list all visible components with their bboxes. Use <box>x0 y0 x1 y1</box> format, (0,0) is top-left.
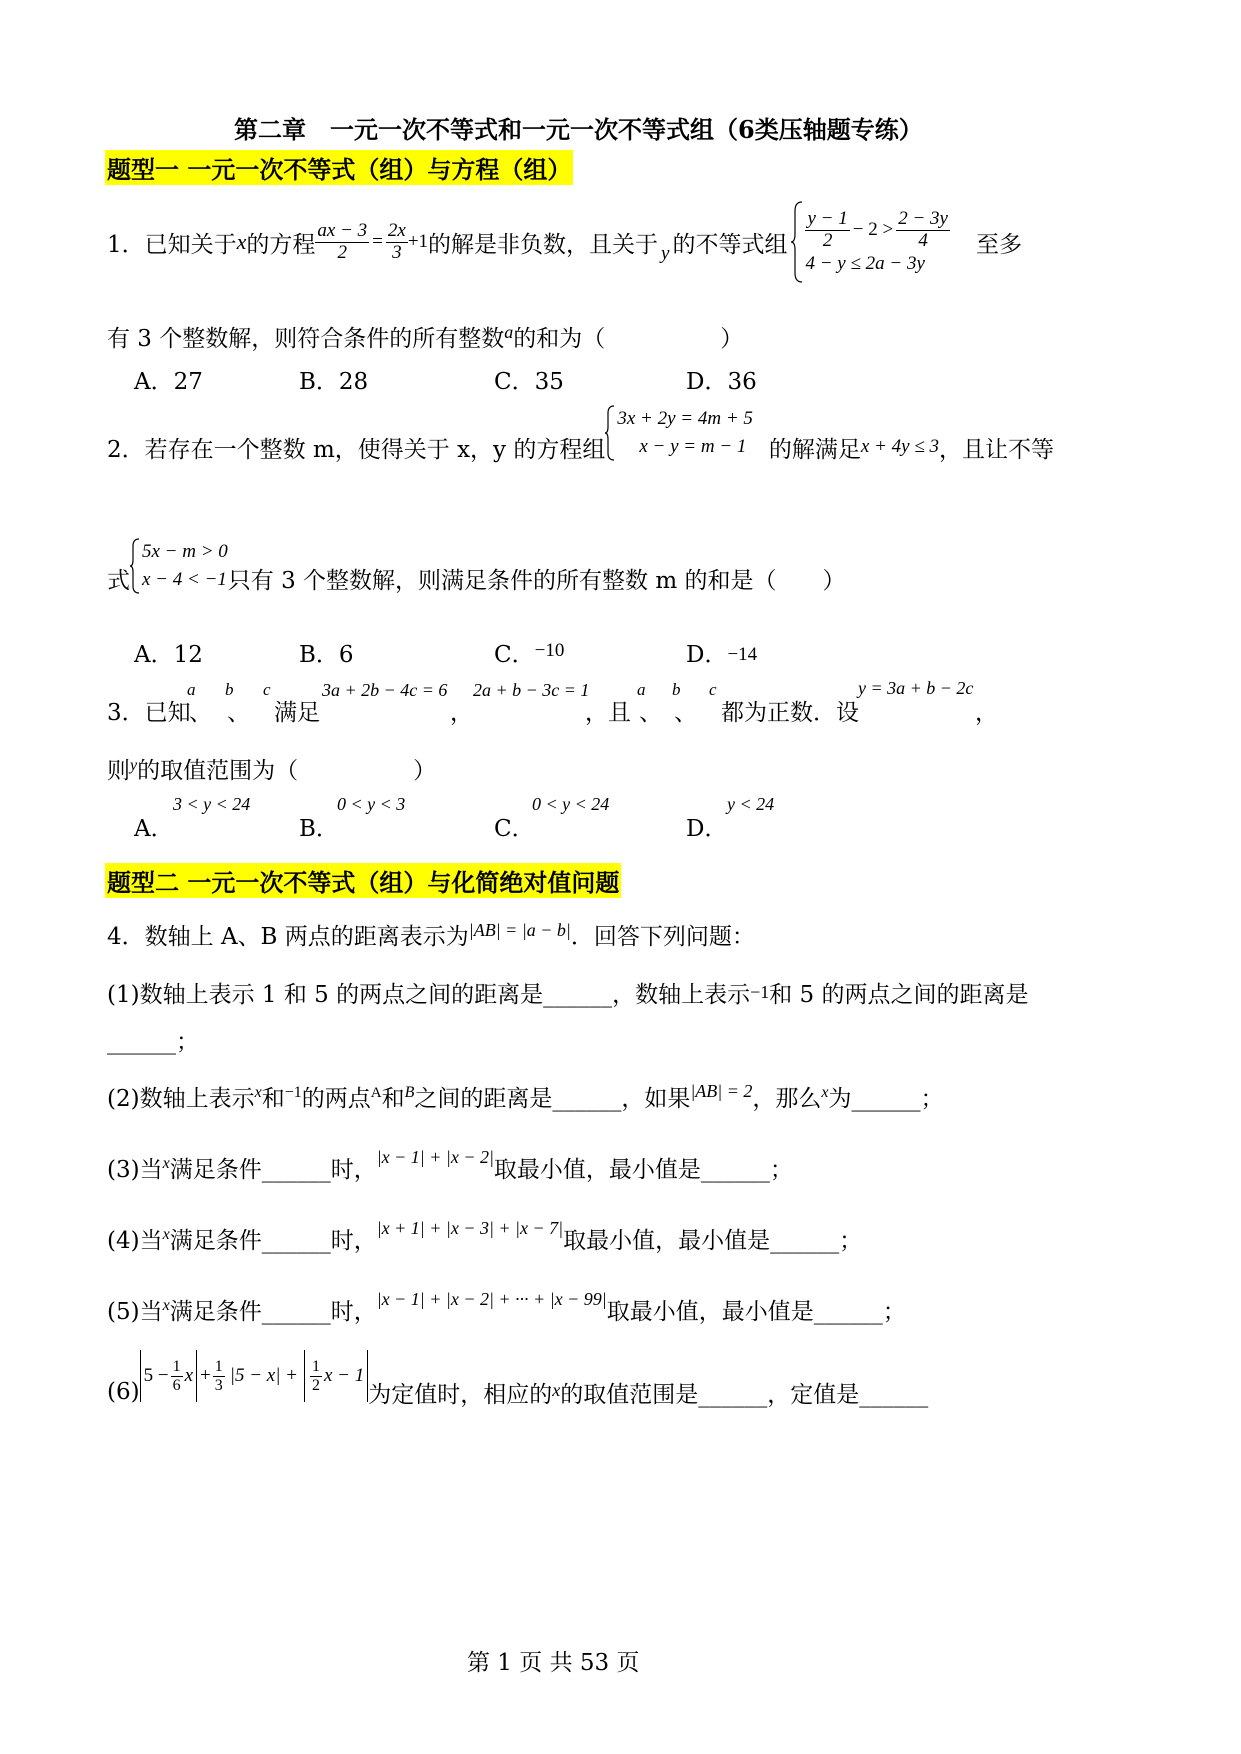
question-3-line-1 <box>107 694 191 727</box>
q4-part-4 <box>107 1218 863 1255</box>
q4-p6-f2-num: 1 <box>214 1357 223 1375</box>
page-title: 第二章 一元一次不等式和一元一次不等式组（6类压轴题专练） <box>234 115 923 144</box>
q4-p6-frac2 <box>213 1358 225 1394</box>
q2-ineq-row-1: 5x − m > 0 <box>142 541 228 562</box>
q1-option-a[interactable]: A．27 <box>134 369 203 395</box>
q1-system-row-1 <box>805 209 949 252</box>
abs-bar <box>196 1350 197 1402</box>
q4-p3-x: x <box>162 1155 170 1172</box>
q2-option-c[interactable] <box>494 636 564 669</box>
q4-p6-frac3 <box>310 1358 322 1394</box>
q4-p2-d: 和 <box>381 1086 405 1112</box>
q4-p2-x2: x <box>821 1084 829 1101</box>
q3-sep-1: 、 <box>189 700 212 726</box>
q4-p6-x1: x <box>184 1365 193 1386</box>
q1-sys-frac1 <box>805 209 849 252</box>
left-brace-icon <box>605 405 615 461</box>
q2-option-d[interactable] <box>686 636 757 669</box>
q4-p5-b: 满足条件______时， <box>169 1299 377 1325</box>
q4-part-5 <box>107 1289 906 1326</box>
q3-sep-3: 、 <box>639 700 662 726</box>
q2-inequality-system <box>130 538 228 594</box>
q4-p6-x: x <box>552 1379 561 1400</box>
q2-condition: x + 4y ≤ 3 <box>860 436 940 457</box>
q4-p4-c: 取最小值，最小值是______； <box>563 1228 863 1254</box>
q1-option-c[interactable]: C．35 <box>494 369 564 395</box>
q3-option-c-value[interactable]: 0 < y < 24 <box>532 794 610 814</box>
section-heading-2: 题型二 一元一次不等式（组）与化简绝对值问题 <box>105 863 621 898</box>
q3-option-d-value[interactable]: y < 24 <box>727 794 775 814</box>
q2-ineq-rows <box>142 538 228 594</box>
q2-tail: ，且让不等 <box>939 436 1055 463</box>
q1-option-d[interactable]: D．36 <box>686 369 757 395</box>
q3-var-a-2: a <box>637 680 646 699</box>
q3-var-c-2: c <box>709 680 717 699</box>
q3-positive: 都为正数．设 <box>721 700 859 726</box>
q3-and: ，且 <box>585 700 631 726</box>
q3-sep-4: 、 <box>674 700 697 726</box>
q3-var-c: c <box>263 680 271 699</box>
q4-p3-b: 满足条件______时， <box>169 1157 377 1183</box>
abs-bar <box>140 1350 141 1402</box>
q4-p6-c: 的取值范围是______，定值是______ <box>560 1381 929 1408</box>
q3-equation-1: 3a + 2b − 4c = 6 <box>322 680 448 700</box>
q4-p2-neg: −1 <box>284 1084 302 1101</box>
q1-var-a: a <box>504 322 514 342</box>
q4-intro-a: 4．数轴上 A、B 两点的距离表示为 <box>107 924 469 950</box>
q4-p2-c: 的两点 <box>301 1086 371 1112</box>
q4-p2-a: (2)数轴上表示 <box>107 1086 255 1112</box>
q3-var-b-2: b <box>672 680 681 699</box>
q2-system-row-1: 3x + 2y = 4m + 5 <box>617 408 753 429</box>
question-3-line-2 <box>107 752 436 785</box>
q1-sys-frac2-den: 4 <box>918 229 928 251</box>
q3-comma-1: ， <box>450 700 473 726</box>
q2-prefix: 2．若存在一个整数 m，使得关于 x，y 的方程组 <box>107 436 606 463</box>
q1-sys-frac2 <box>896 209 950 252</box>
q2-option-a[interactable]: A．12 <box>134 642 203 668</box>
q1-line2-b: 的和为（ ） <box>513 326 744 352</box>
q4-p6-expression <box>140 1350 369 1402</box>
q4-intro-b: ．回答下列问题： <box>570 924 755 950</box>
q2-line2-b: 只有 3 个整数解，则满足条件的所有整数 m 的和是（ ） <box>227 567 846 594</box>
q1-mid1: 的方程 <box>246 231 316 258</box>
q2-system-rows <box>617 405 753 461</box>
q3-line2-b: 的取值范围为（ ） <box>137 758 437 784</box>
q4-p5-a: (5)当 <box>107 1299 163 1325</box>
q3-option-a-value[interactable]: 3 < y < 24 <box>173 794 251 814</box>
q4-p1-b: 和 5 的两点之间的距离是 <box>769 982 1029 1008</box>
q4-p5-c: 取最小值，最小值是______； <box>606 1299 906 1325</box>
q3-option-d-label[interactable]: D． <box>686 816 728 842</box>
q3-equation-2: 2a + b − 3c = 1 <box>473 680 590 700</box>
q1-frac2-den: 3 <box>392 241 402 263</box>
question-2-line-2 <box>107 534 845 598</box>
q2-mid: 的解满足 <box>768 436 861 463</box>
q3-option-a-label[interactable]: A． <box>134 816 174 842</box>
q1-sys-frac1-num: y − 1 <box>807 207 848 229</box>
q2-equation-system <box>605 405 753 461</box>
q3-meets: 满足 <box>274 700 320 726</box>
q1-var-y: y <box>661 243 670 264</box>
q2-option-b[interactable]: B．6 <box>299 642 354 668</box>
q4-p6-f1-den: 6 <box>172 1376 181 1394</box>
q1-eq-tail: +1 <box>407 231 429 252</box>
page-footer: 第 1 页 共 53 页 <box>467 1650 640 1676</box>
abs-bar <box>304 1350 305 1402</box>
q3-definition: y = 3a + b − 2c <box>858 678 974 698</box>
q1-sys-mid: − 2 > <box>852 219 894 240</box>
q4-p1-neg: −1 <box>750 982 770 1002</box>
q4-part-6 <box>107 1344 928 1414</box>
q4-p2-B: B <box>404 1084 415 1101</box>
q4-p6-f1-num: 1 <box>172 1357 181 1375</box>
q4-p6-x3: x − 1 <box>324 1365 365 1386</box>
section-heading-1: 题型一 一元一次不等式（组）与方程（组） <box>105 150 573 185</box>
q4-p2-b: 和 <box>261 1086 285 1112</box>
q4-p2-A: A <box>370 1085 382 1101</box>
q4-p2-math: |AB| = 2 <box>690 1081 753 1101</box>
q4-intro-math: |AB| = |a − b| <box>468 920 571 940</box>
q4-p6-b: 为定值时，相应的 <box>368 1381 553 1408</box>
q4-p2-e: 之间的距离是______，如果 <box>414 1086 691 1112</box>
q1-fraction-2 <box>386 221 408 264</box>
q1-frac1-num: ax − 3 <box>317 219 368 241</box>
q2-system-row-2: x − y = m − 1 <box>639 436 747 457</box>
q1-prefix: 1．已知关于 <box>107 231 237 258</box>
q1-mid3: 的不等式组 <box>672 231 788 258</box>
left-brace-icon <box>130 538 140 594</box>
q1-line2-a: 有 3 个整数解，则符合条件的所有整数 <box>107 326 505 352</box>
q1-var-x: x <box>236 229 247 254</box>
question-4-intro <box>107 918 755 951</box>
q4-p1-a: (1)数轴上表示 1 和 5 的两点之间的距离是______，数轴上表示 <box>107 982 751 1008</box>
q4-p5-math: |x − 1| + |x − 2| + ··· + |x − 99| <box>376 1289 607 1309</box>
q3-option-c-label[interactable]: C． <box>494 816 535 842</box>
q1-eq-sign: = <box>372 231 383 252</box>
q4-p4-b: 满足条件______时， <box>169 1228 377 1254</box>
q2-option-d-label: D． <box>686 642 728 668</box>
q2-option-c-label: C． <box>494 642 535 668</box>
q3-sep-2: 、 <box>227 700 250 726</box>
q2-option-c-value: −10 <box>534 640 565 661</box>
q3-var-a: a <box>187 680 196 699</box>
q2-ineq-row-2: x − 4 < −1 <box>142 569 227 590</box>
question-2-line-1 <box>107 402 1054 492</box>
q2-option-d-value: −14 <box>727 644 758 665</box>
q2-line2-a: 式 <box>107 567 130 594</box>
question-1-line-1 <box>107 192 1022 292</box>
q4-p6-frac1 <box>171 1358 183 1394</box>
q4-p6-mid: |5 − x| + <box>229 1365 298 1386</box>
q4-part-2 <box>107 1080 944 1113</box>
q4-p3-a: (3)当 <box>107 1157 163 1183</box>
question-1-line-2 <box>107 320 743 353</box>
q1-inequality-system <box>791 201 949 283</box>
q1-mid2: 的解是非负数，且关于 <box>428 231 659 258</box>
q1-frac1-den: 2 <box>337 241 348 263</box>
q1-tail: 至多 <box>975 231 1022 258</box>
q4-p6-f3-num: 1 <box>312 1357 320 1375</box>
q4-p6-plus1: + <box>200 1365 211 1386</box>
q3-var-y: y <box>130 757 138 774</box>
q4-p3-math: |x − 1| + |x − 2| <box>376 1147 494 1167</box>
q1-system-rows <box>805 209 949 276</box>
q1-system-row-2: 4 − y ≤ 2a − 3y <box>805 253 925 275</box>
q4-p4-a: (4)当 <box>107 1228 163 1254</box>
q4-p6-five: 5 − <box>143 1365 169 1386</box>
q4-p6-a: (6) <box>107 1379 140 1405</box>
left-brace-icon <box>791 201 803 283</box>
q3-comma-2: ， <box>975 700 998 726</box>
q3-option-b-value[interactable]: 0 < y < 3 <box>337 794 406 814</box>
q3-var-b: b <box>225 680 234 699</box>
q4-p4-x: x <box>162 1226 170 1243</box>
q4-p6-f3-den: 2 <box>312 1376 320 1394</box>
q4-p2-g: 为______； <box>828 1086 944 1112</box>
q4-p2-f: ，那么 <box>752 1086 822 1112</box>
q3-line2-a: 则 <box>107 758 130 784</box>
q4-p6-f2-den: 3 <box>214 1376 223 1394</box>
q1-sys-frac1-den: 2 <box>822 229 833 251</box>
q4-p2-x: x <box>254 1084 262 1101</box>
q1-sys-frac2-num: 2 − 3y <box>898 207 948 229</box>
q3-prefix: 3．已知 <box>107 700 191 726</box>
q4-p5-x: x <box>162 1297 170 1314</box>
q4-part-3 <box>107 1147 793 1184</box>
q1-fraction-1 <box>315 221 369 264</box>
q1-frac2-num: 2x <box>387 219 406 241</box>
q4-p4-math: |x + 1| + |x − 3| + |x − 7| <box>376 1218 564 1238</box>
q4-p3-c: 取最小值，最小值是______； <box>493 1157 793 1183</box>
q1-option-b[interactable]: B．28 <box>299 369 369 395</box>
q4-part-1 <box>107 976 1029 1009</box>
q3-option-b-label[interactable]: B． <box>299 816 339 842</box>
q4-p1-c: ______； <box>107 1029 199 1055</box>
